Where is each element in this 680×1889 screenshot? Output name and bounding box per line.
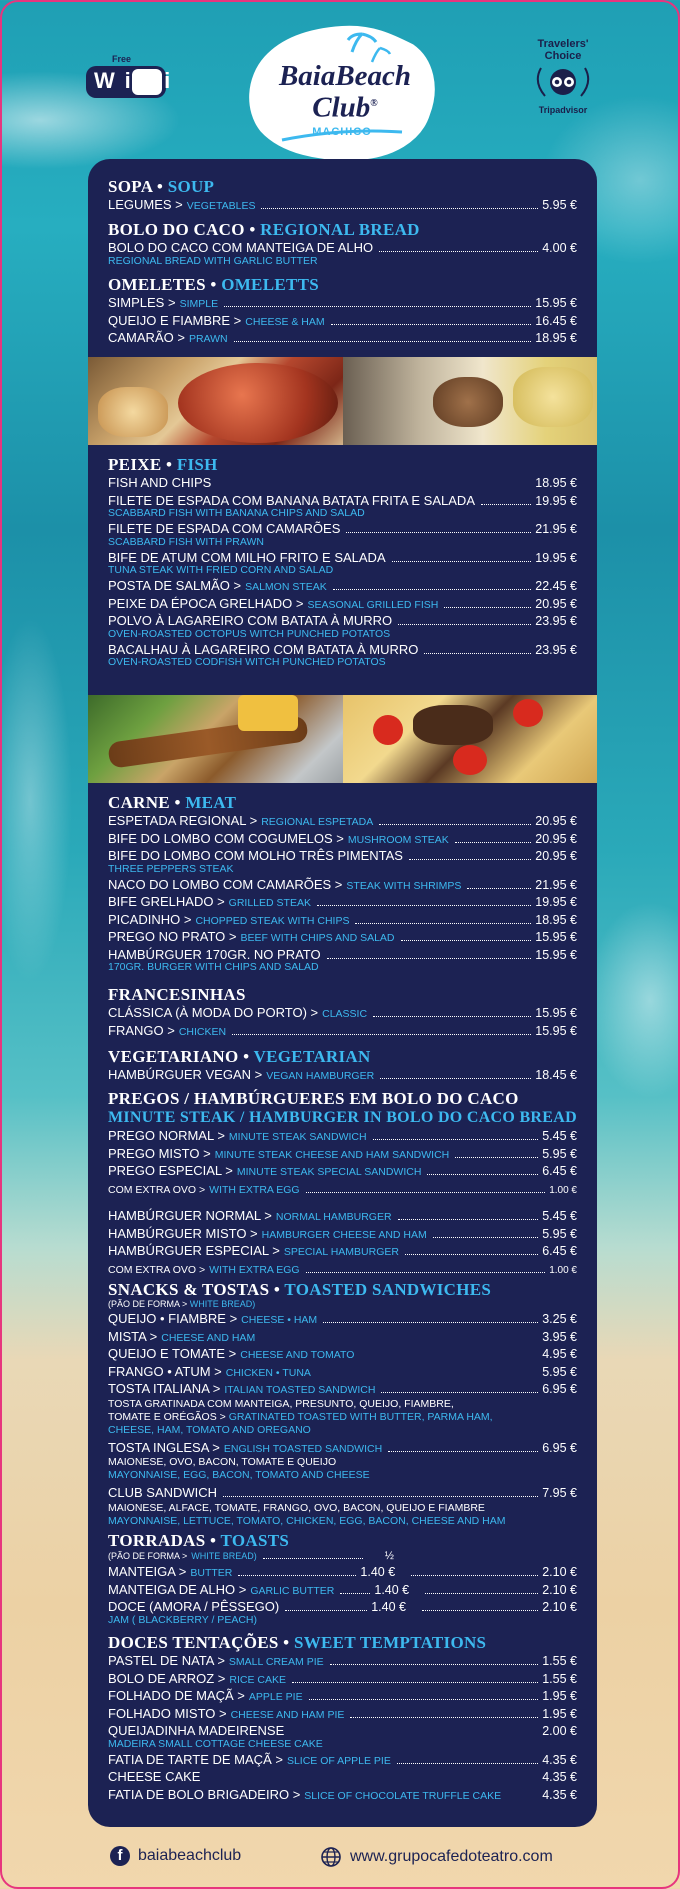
menu-item: ESPETADA REGIONAL > REGIONAL ESPETADA 20.95 € — [108, 813, 577, 828]
menu-item: QUEIJO E TOMATE > CHEESE AND TOMATO 4.95 € — [108, 1346, 577, 1361]
menu-item-translation: SCABBARD FISH WITH PRAWN — [108, 535, 264, 548]
menu-item: COM EXTRA OVO > WITH EXTRA EGG 1.00 € — [108, 1263, 577, 1276]
menu-item: PREGO NORMAL > MINUTE STEAK SANDWICH 5.45 € — [108, 1128, 577, 1143]
section-heading-en: MINUTE STEAK / HAMBURGER IN BOLO DO CACO BREAD — [108, 1109, 577, 1126]
tripadvisor-owl-icon — [533, 62, 593, 100]
menu-item: HAMBÚRGUER 170GR. NO PRATO 15.95 € — [108, 946, 577, 962]
menu-item: PEIXE DA ÉPOCA GRELHADO > SEASONAL GRILLED FISH 20.95 € — [108, 595, 577, 611]
menu-item: POLVO À LAGAREIRO COM BATATA À MURRO 23.95 € — [108, 613, 577, 628]
facebook-link[interactable] — [110, 1846, 241, 1866]
section-meat — [108, 793, 577, 974]
facebook-handle: baiabeachclub — [138, 1847, 242, 1864]
bread-note: (PÃO DE FORMA > WHITE BREAD) — [108, 1299, 256, 1309]
menu-item: PREGO NO PRATO > BEEF WITH CHIPS AND SALAD 15.95 € — [108, 929, 577, 944]
menu-item: PICADINHO > CHOPPED STEAK WITH CHIPS 18.95 € — [108, 911, 577, 927]
menu-item: BIFE DO LOMBO COM MOLHO TRÊS PIMENTAS 20.95 € — [108, 848, 577, 863]
menu-item: MANTEIGA DE ALHO > GARLIC BUTTER 1.40 € 2.10 € — [108, 1581, 577, 1597]
menu-item: HAMBÚRGUER MISTO > HAMBURGER CHEESE AND HAM 5.95 € — [108, 1225, 577, 1241]
menu-item: DOCE (AMORA / PÊSSEGO) 1.40 € 2.10 € — [108, 1599, 577, 1614]
menu-item-translation: OVEN-ROASTED CODFISH WITCH PUNCHED POTATOS — [108, 656, 386, 668]
menu-item-description: MAIONESE, ALFACE, TOMATE, FRANGO, OVO, BACON, QUEIJO E FIAMBRE — [108, 1501, 485, 1514]
section-toasted-sandwiches — [108, 1280, 577, 1528]
wifi-free-label: Free — [112, 54, 132, 64]
menu-item-translation: JAM ( BLACKBERRY / PEACH) — [108, 1613, 257, 1626]
photo-octopus-dish — [88, 357, 343, 445]
section-heading: CARNE • MEAT — [108, 793, 237, 812]
menu-item: BIFE DE ATUM COM MILHO FRITO E SALADA 19.95 € — [108, 549, 577, 565]
menu-item: QUEIJO E FIAMBRE > CHEESE & HAM 16.45 € — [108, 312, 577, 328]
section-heading: TORRADAS • TOASTS — [108, 1531, 290, 1550]
menu-item: HAMBÚRGUER VEGAN > VEGAN HAMBURGER 18.45 € — [108, 1067, 577, 1082]
menu-item: FILETE DE ESPADA COM CAMARÕES 21.95 € — [108, 521, 577, 536]
menu-panel — [88, 159, 597, 1827]
menu-item: PREGO ESPECIAL > MINUTE STEAK SPECIAL SANDWICH 6.45 € — [108, 1163, 577, 1178]
menu-item-translation: TUNA STEAK WITH FRIED CORN AND SALAD — [108, 564, 334, 576]
footer — [2, 1838, 680, 1874]
menu-item: MISTA > CHEESE AND HAM 3.95 € — [108, 1328, 577, 1344]
menu-item: COM EXTRA OVO > WITH EXTRA EGG 1.00 € — [108, 1183, 577, 1196]
section-regional-bread — [108, 220, 577, 268]
section-heading: PREGOS / HAMBÚRGUERES EM BOLO DO CACO — [108, 1089, 519, 1108]
photo-espetada-dish — [88, 695, 343, 783]
menu-item: CHEESE CAKE 4.35 € — [108, 1769, 577, 1784]
menu-item: FATIA DE BOLO BRIGADEIRO > SLICE OF CHOCOLATE TRUFFLE CAKE 4.35 € — [108, 1786, 577, 1802]
travelers-label: Travelers' — [537, 38, 589, 50]
menu-item: BACALHAU À LAGAREIRO COM BATATA À MURRO 23.95 € — [108, 641, 577, 657]
section-heading: PEIXE • FISH — [108, 455, 218, 474]
menu-item: TOSTA ITALIANA > ITALIAN TOASTED SANDWICH 6.95 € — [108, 1381, 577, 1396]
globe-icon — [320, 1846, 342, 1868]
section-heading: OMELETES • OMELETTS — [108, 275, 320, 294]
menu-item: FOLHADO MISTO > CHEESE AND HAM PIE 1.95 € — [108, 1705, 577, 1721]
website-link[interactable] — [320, 1846, 553, 1868]
logo-registered-mark: ® — [370, 98, 378, 109]
logo-text-club: Club — [312, 91, 371, 124]
menu-item: MANTEIGA > BUTTER 1.40 € 2.10 € — [108, 1564, 577, 1579]
section-francesinhas — [108, 985, 577, 1039]
section-omelets — [108, 275, 577, 347]
menu-item-description: TOSTA GRATINADA COM MANTEIGA, PRESUNTO, QUEIJO, FIAMBRE, — [108, 1397, 454, 1410]
food-photo-strip-1 — [88, 357, 597, 445]
menu-item: QUEIJADINHA MADEIRENSE 2.00 € — [108, 1723, 577, 1738]
section-heading: BOLO DO CACO • REGIONAL BREAD — [108, 220, 420, 239]
menu-item-translation: 170GR. BURGER WITH CHIPS AND SALAD — [108, 961, 319, 973]
bread-note: (PÃO DE FORMA > WHITE BREAD) ½ — [108, 1550, 394, 1562]
menu-item-translation: MAYONNAISE, LETTUCE, TOMATO, CHICKEN, EGG, BACON, CHEESE AND HAM — [108, 1514, 506, 1527]
menu-item-translation: REGIONAL BREAD WITH GARLIC BUTTER — [108, 254, 318, 267]
section-heading: SOPA • SOUP — [108, 177, 215, 196]
menu-item-translation: MADEIRA SMALL COTTAGE CHEESE CAKE — [108, 1737, 323, 1750]
food-photo-strip-2 — [88, 695, 597, 783]
section-heading: SNACKS & TOSTAS • TOASTED SANDWICHES — [108, 1280, 492, 1299]
menu-item-translation: CHEESE, HAM, TOMATO AND OREGANO — [108, 1423, 311, 1436]
menu-item: FATIA DE TARTE DE MAÇÃ > SLICE OF APPLE PIE 4.35 € — [108, 1751, 577, 1767]
menu-item-description: TOMATE E ORÉGÃOS > GRATINATED TOASTED WITH BUTTER, PARMA HAM, — [108, 1410, 493, 1423]
section-soup — [108, 177, 577, 214]
tripadvisor-label: Tripadvisor — [538, 105, 588, 115]
wifi-label: WiFi — [94, 68, 181, 93]
section-heading: DOCES TENTAÇÕES • SWEET TEMPTATIONS — [108, 1633, 487, 1652]
menu-item: PREGO MISTO > MINUTE STEAK CHEESE AND HAM SANDWICH 5.95 € — [108, 1145, 577, 1161]
choice-label: Choice — [544, 50, 582, 62]
menu-item: SIMPLES > SIMPLE 15.95 € — [108, 295, 577, 310]
menu-item: BOLO DE ARROZ > RICE CAKE 1.55 € — [108, 1670, 577, 1686]
menu-item: HAMBÚRGUER ESPECIAL > SPECIAL HAMBURGER 6.45 € — [108, 1243, 577, 1258]
menu-item: BIFE GRELHADO > GRILLED STEAK 19.95 € — [108, 894, 577, 909]
logo-text-machico: MACHICO — [312, 126, 372, 138]
menu-item: FILETE DE ESPADA COM BANANA BATATA FRITA E SALADA 19.95 € — [108, 492, 577, 508]
menu-item: BIFE DO LOMBO COM COGUMELOS > MUSHROOM STEAK 20.95 € — [108, 830, 577, 846]
menu-item: FISH AND CHIPS 18.95 € — [108, 475, 577, 490]
menu-item-translation: THREE PEPPERS STEAK — [108, 862, 234, 875]
menu-item: TOSTA INGLESA > ENGLISH TOASTED SANDWICH 6.95 € — [108, 1439, 577, 1455]
menu-item-translation: MAYONNAISE, EGG, BACON, TOMATO AND CHEESE — [108, 1469, 370, 1481]
facebook-icon: f — [110, 1846, 130, 1866]
menu-item: FOLHADO DE MAÇÃ > APPLE PIE 1.95 € — [108, 1688, 577, 1703]
wifi-badge — [86, 54, 181, 100]
baia-beach-club-logo — [242, 22, 442, 162]
section-sweet-temptations — [108, 1633, 577, 1803]
logo-text-baia-beach: BaiaBeach — [278, 60, 412, 92]
menu-item: CAMARÃO > PRAWN 18.95 € — [108, 330, 577, 345]
section-pregos-hamburgers — [108, 1089, 577, 1279]
menu-item: LEGUMES > VEGETABLES 5.95 € — [108, 197, 577, 212]
menu-item: CLUB SANDWICH 7.95 € — [108, 1485, 577, 1500]
half-portion-label: ½ — [384, 1550, 394, 1562]
section-heading: VEGETARIANO • VEGETARIAN — [108, 1047, 371, 1066]
tripadvisor-badge — [524, 38, 602, 118]
section-toasts — [108, 1531, 577, 1627]
menu-item: CLÁSSICA (À MODA DO PORTO) > CLASSIC 15.95 € — [108, 1005, 577, 1020]
section-heading: FRANCESINHAS — [108, 985, 246, 1004]
menu-item: POSTA DE SALMÃO > SALMON STEAK 22.45 € — [108, 578, 577, 593]
menu-item-description: MAIONESE, OVO, BACON, TOMATE E QUEIJO — [108, 1456, 337, 1468]
menu-item: FRANGO • ATUM > CHICKEN • TUNA 5.95 € — [108, 1363, 577, 1379]
menu-item: HAMBÚRGUER NORMAL > NORMAL HAMBURGER 5.45 € — [108, 1208, 577, 1223]
website-url: www.grupocafedoteatro.com — [350, 1848, 553, 1865]
photo-picadinho-dish — [343, 695, 598, 783]
photo-fish-dish — [343, 357, 598, 445]
menu-item: NACO DO LOMBO COM CAMARÕES > STEAK WITH SHRIMPS 21.95 € — [108, 876, 577, 892]
section-fish — [108, 455, 577, 669]
section-vegetarian — [108, 1047, 577, 1084]
menu-item-translation: SCABBARD FISH WITH BANANA CHIPS AND SALAD — [108, 507, 365, 519]
menu-item: BOLO DO CACO COM MANTEIGA DE ALHO 4.00 € — [108, 240, 577, 255]
menu-item: FRANGO > CHICKEN 15.95 € — [108, 1022, 577, 1038]
menu-item: QUEIJO • FIAMBRE > CHEESE • HAM 3.25 € — [108, 1311, 577, 1326]
menu-item-translation: OVEN-ROASTED OCTOPUS WITCH PUNCHED POTATOS — [108, 627, 391, 640]
menu-item: PASTEL DE NATA > SMALL CREAM PIE 1.55 € — [108, 1653, 577, 1668]
